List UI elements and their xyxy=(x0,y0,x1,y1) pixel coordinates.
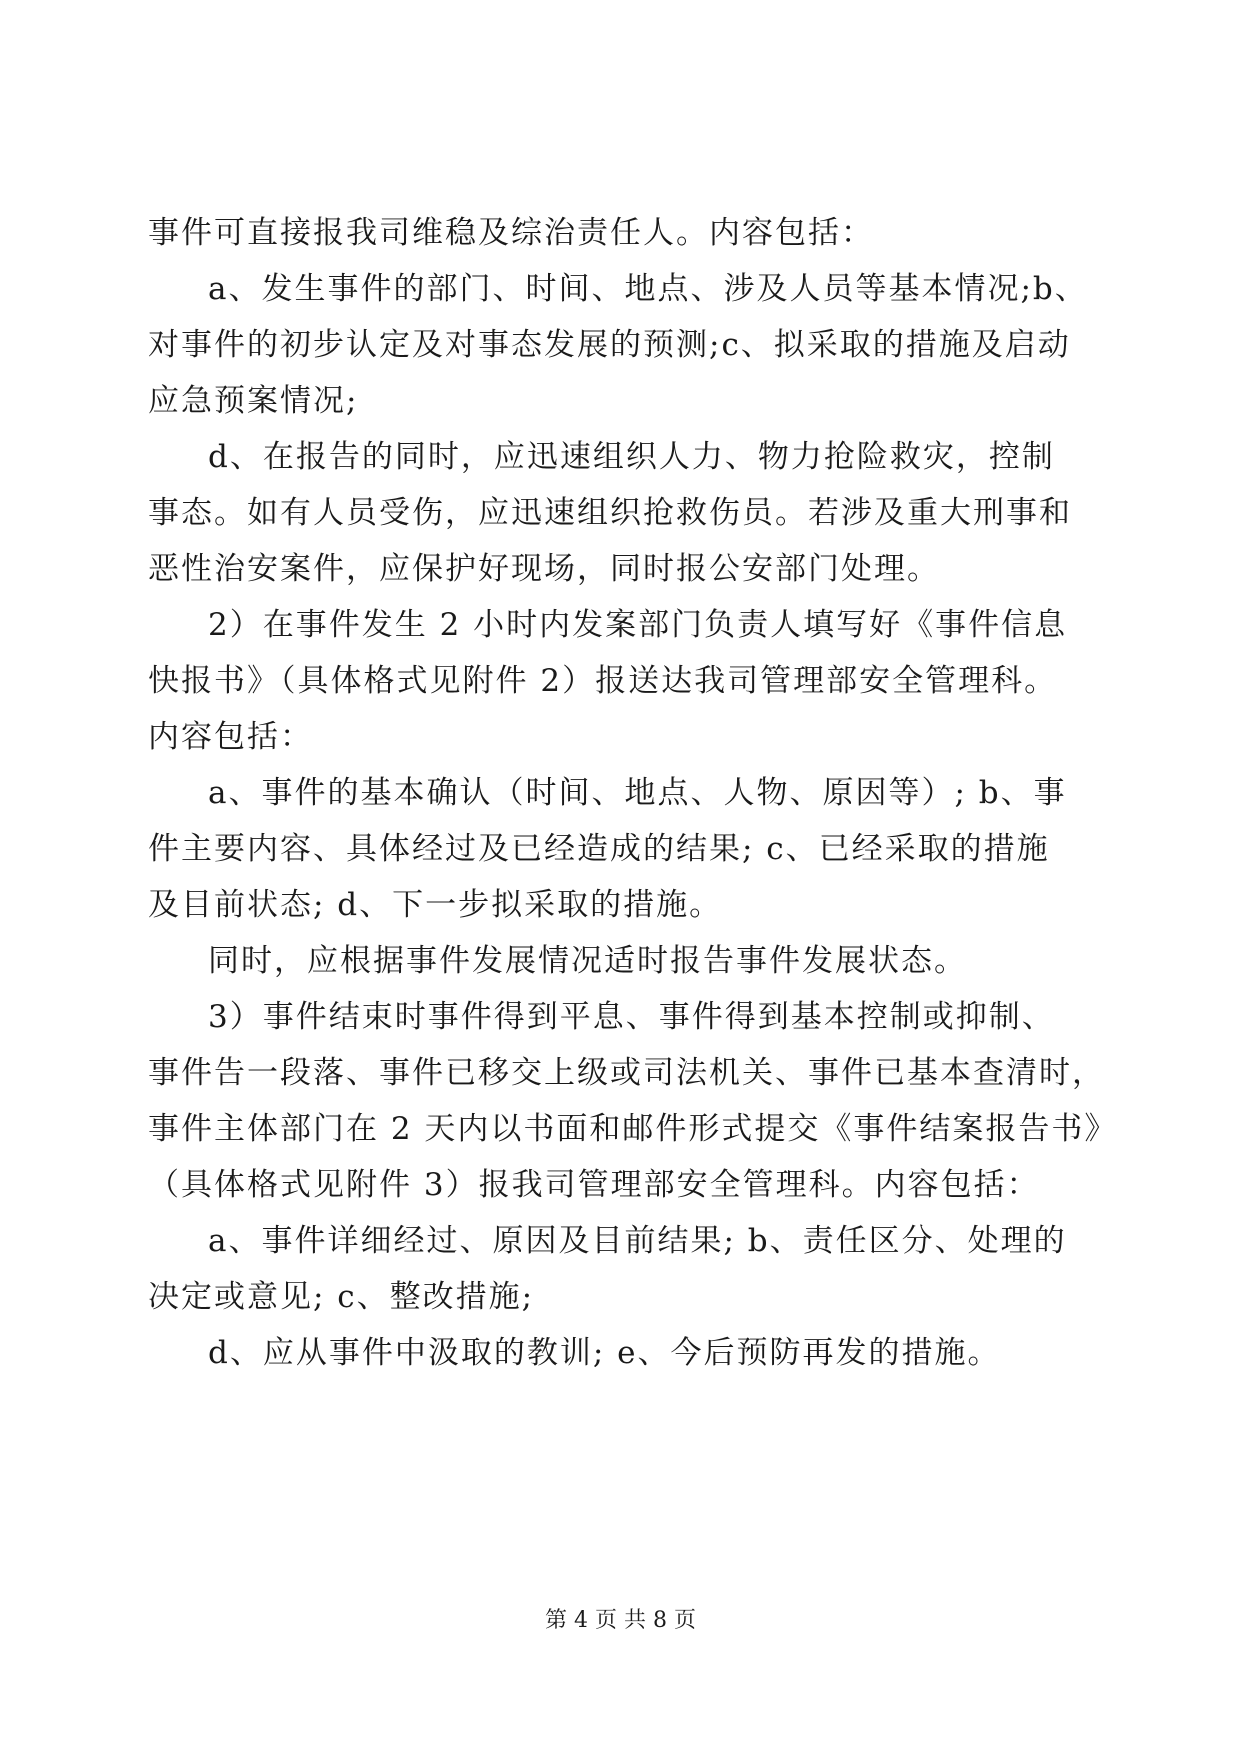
text-line: 恶性治安案件，应保护好现场，同时报公安部门处理。 xyxy=(148,551,940,587)
text-line: 应急预案情况; xyxy=(148,383,359,419)
text-line: d、在报告的同时，应迅速组织人力、物力抢险救灾，控制 xyxy=(208,439,1055,475)
text-line: 快报书》（具体格式见附件 2）报送达我司管理部安全管理科。 xyxy=(148,663,1058,699)
text-line: 事件可直接报我司维稳及综治责任人。内容包括： xyxy=(148,215,874,251)
text-line: 同时，应根据事件发展情况适时报告事件发展状态。 xyxy=(208,943,967,979)
text-line: a、事件详细经过、原因及目前结果; b、责任区分、处理的 xyxy=(208,1223,1067,1259)
text-line: 事件主体部门在 2 天内以书面和邮件形式提交《事件结案报告书》 xyxy=(148,1111,1118,1147)
text-line: （具体格式见附件 3）报我司管理部安全管理科。内容包括： xyxy=(148,1167,1040,1203)
text-line: 2）在事件发生 2 小时内发案部门负责人填写好《事件信息 xyxy=(208,607,1068,643)
text-line: a、发生事件的部门、时间、地点、涉及人员等基本情况;b、 xyxy=(208,271,1088,307)
text-line: 事态。如有人员受伤，应迅速组织抢救伤员。若涉及重大刑事和 xyxy=(148,495,1072,531)
text-line: 3）事件结束时事件得到平息、事件得到基本控制或抑制、 xyxy=(208,999,1055,1035)
text-line: a、事件的基本确认（时间、地点、人物、原因等）; b、事 xyxy=(208,775,1067,811)
page-number-footer: 第 4 页 共 8 页 xyxy=(545,1608,696,1633)
text-line: d、应从事件中汲取的教训; e、今后预防再发的措施。 xyxy=(208,1335,1001,1371)
text-line: 内容包括： xyxy=(148,719,313,755)
text-line: 对事件的初步认定及对事态发展的预测;c、拟采取的措施及启动 xyxy=(148,327,1071,363)
text-line: 事件告一段落、事件已移交上级或司法机关、事件已基本查清时， xyxy=(148,1055,1105,1091)
text-line: 决定或意见; c、整改措施; xyxy=(148,1279,535,1315)
text-line: 及目前状态; d、下一步拟采取的措施。 xyxy=(148,887,723,923)
text-line: 件主要内容、具体经过及已经造成的结果; c、已经采取的措施 xyxy=(148,831,1050,867)
